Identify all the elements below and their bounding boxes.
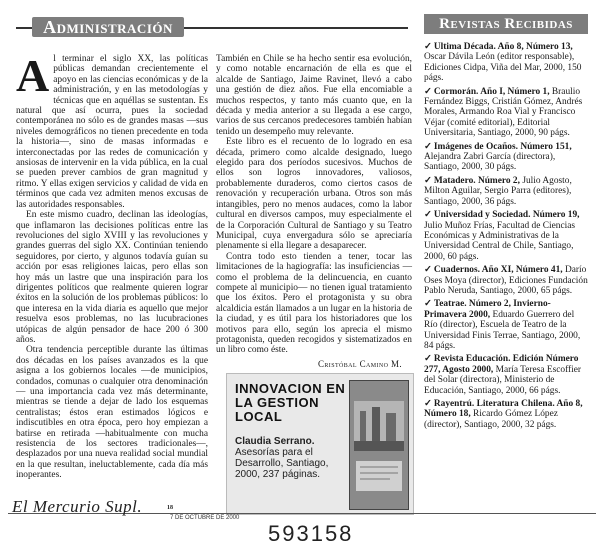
newspaper-handwritten-label: El Mercurio Supl.	[12, 497, 143, 516]
check-icon: ✓	[424, 86, 432, 97]
review-details: Ricardo Gómez López (director), Santiago, 2000, 32 págs.	[424, 409, 558, 430]
check-icon: ✓	[424, 42, 432, 52]
review-entry	[424, 42, 590, 84]
review-entry	[424, 299, 590, 351]
check-icon: ✓	[424, 354, 432, 365]
book-info	[235, 436, 343, 480]
review-title: Matadero. Número 2,	[433, 175, 520, 186]
reviews-list	[424, 42, 590, 433]
book-title: INNOVACION EN LA GESTION LOCAL	[235, 381, 346, 424]
book-author: Claudia Serrano.	[235, 436, 315, 447]
review-details: Braulio Fernández Biggs, Cristián Gómez, Andrés Morales, Armando Roa Vial y Francisco Véjar (comité editorial), Editorial Universitaria, Santiago, 2000, 90 págs.	[424, 86, 583, 139]
review-entry	[424, 87, 590, 139]
page-number: 18	[167, 505, 173, 511]
review-title: Rayentrú. Literatura Chilena. Año 8, Número 18,	[424, 399, 583, 420]
review-entry	[424, 210, 590, 262]
review-title: Imágenes de Ocaños. Número 151,	[433, 141, 572, 152]
book-cover-image	[349, 380, 409, 510]
review-title: Cuadernos. Año XI, Número 41,	[433, 265, 563, 276]
review-entry	[424, 142, 590, 173]
banner-rule-left	[16, 27, 32, 29]
article-paragraph: También en Chile se ha hecho sentir esa evolución, y como notable encarnación de ella es que el alcalde de Santiago, Jaime Ravinet, llevó a cabo una gestión de diez años. Fue ella encomiable a muchos respectos, y tanto más cuanto que, en la década y media anterior a su llegada a ese cargo, varios de sus cercanos predecesores también habían tenido un desempeño muy relevante.	[216, 54, 412, 137]
review-entry	[424, 176, 590, 207]
book-advertisement	[226, 373, 414, 515]
article-paragraph: Contra todo esto tienden a tener, tocar las limitaciones de la hagiografía: las insuficiencias —como el problema de la delincuencia, en cuanto compete al municipio— no tienen igual tratamiento que los éxitos. Pero el protagonista y su obra alcaldicia están llamados a un lugar en la historia de la ciudad, y es útil para los historiadores que los motivos para ello, según los aprecia el mismo protagonista, queden recogidos y sistematizados en un libro como éste.	[216, 251, 412, 356]
section-title-right: Revistas Recibidas	[439, 15, 573, 32]
check-icon: ✓	[424, 141, 432, 152]
review-title: Cormorán. Año I, Número 1,	[433, 86, 550, 97]
article-paragraph: Otra tendencia perceptible durante las últimas dos décadas en los países avanzados es la que asigna a los gobiernos locales —de municipios, condados, comunas o cualquier otra denominación— una importancia cada vez más determinante, mientras se tiende a dejar de lado los esquemas centralistas; éstos eran estimados lógicos e indiscutibles en otra época, pero hoy empiezan a batirse en retirada —habitualmente con mucha resistencia de los sectores tradicionales—, desplazados por una nueva realidad social mundial en la que resultan, ineluctablemente, cada día más inoperantes.	[16, 345, 208, 481]
review-details: Eduardo Guerrero del Río (director), Escuela de Teatro de la Universidad Finis Terrae, Santiago, 2000, 84 págs.	[424, 309, 581, 351]
review-title: Universidad y Sociedad. Número 19,	[433, 210, 580, 221]
check-icon: ✓	[424, 299, 432, 310]
review-details: Oscar Dávila León (editor responsable), Ediciones Cidpa, Viña del Mar, 2000, 150 págs.	[424, 52, 582, 84]
check-icon: ✓	[424, 210, 432, 221]
review-details: Julio Muñoz Frías, Facultad de Ciencias Económicas y Administrativas de la Universidad Central de Chile, Santiago, 2000, 60 págs.	[424, 220, 576, 262]
city-photo-icon	[350, 381, 408, 509]
article-paragraph: En este mismo cuadro, declinan las ideologías, que inflamaron las decisiones políticas entre las revoluciones del siglo XVIII y las revoluciones y grandes guerras del siglo XX. Continúan teniendo seguidores, por cierto, y algunos todavía guían su acción por esas religiones laicas, pero ellas son hoy más un lastre que una inspiración para los dirigentes políticos que realmente quieren lograr éxitos en la solución de los problemas públicos: lo que interesa en la vida diaria es aquello que mejor resuelva esos problemas, no las lucubraciones utópicas de algún pensador de hace 200 ó 300 años.	[16, 210, 208, 345]
section-banner-administracion	[32, 17, 184, 37]
banner-rule-left-2	[184, 27, 408, 29]
review-details: Julio Agosto, Milton Aguilar, Sergio Parra (editores), Santiago, 2000, 36 págs.	[424, 175, 572, 207]
check-icon: ✓	[424, 175, 432, 186]
review-entry	[424, 354, 590, 396]
review-entry	[424, 399, 590, 430]
publication-date: 7 DE OCTUBRE DE 2000	[170, 515, 240, 521]
check-icon: ✓	[424, 399, 432, 409]
review-title: Revista Educación. Edición Número 277, Agosto 2000,	[424, 354, 579, 375]
article-signature: Cristóbal Camino M.	[318, 359, 403, 369]
article-column-2	[216, 54, 412, 356]
review-details: María Teresa Escoffier del Solar (directora), Ministerio de Educación, Santiago, 2000, 66 págs.	[424, 364, 582, 396]
article-paragraph: Este libro es el recuento de lo logrado en esa década, primero como alcalde designado, luego elegido para dos períodos sucesivos. Muchos de ellos son logros innovadores, valiosos, probablemente duraderos, como ciertos casos de renovación y recuperación urbana. Otros son más intangibles, pero no menos audaces, como la labor cultural en diversos campos, muy especialmente el de la Corporación Cultural de Santiago y su Teatro Municipal, cuya envergadura sólo se apreciaría plenamente si ella llegare a desaparecer.	[216, 137, 412, 252]
section-title: Administración	[43, 16, 173, 37]
review-details: Darío Oses Moya (director), Ediciones Fundación Pablo Neruda, Santiago, 2000, 65 págs.	[424, 265, 588, 296]
article-column-1	[16, 50, 208, 481]
section-banner-revistas	[424, 14, 588, 34]
review-entry	[424, 265, 590, 296]
check-icon: ✓	[424, 265, 432, 276]
archive-stamp: 593158	[268, 521, 354, 546]
review-title: Teatrae. Número 2, Invierno-Primavera 2000,	[424, 299, 551, 320]
article-paragraph	[16, 50, 208, 210]
review-title: Ultima Década. Año 8, Número 13,	[433, 42, 573, 52]
review-details: Alejandra Zabri García (directora), Santiago, 2000, 30 págs.	[424, 152, 556, 173]
book-details: Asesorías para el Desarrollo, Santiago, 2000, 237 páginas.	[235, 447, 329, 480]
drop-cap: A	[16, 50, 50, 101]
paragraph-text: l terminar el siglo XX, las políticas públicas demandan crecientemente el apoyo en las ciencias económicas y de la administración, y en las metodologías y técnicas que en aquéllas se sustentan. Es natural que así ocurra, pues la sociedad contemporánea no sólo es de grandes masas —sus niveles demográficos no tienen precedente en toda la historia—, sino de masas informadas e interconectadas por las redes de comunicación y ansiosas de intervenir en la vida pública, en la cual se pueden prever cambios de gran magnitud y ritmo. Y ellas exigen servicios y calidad de vida en términos que cada vez admiten menos excusas de las autoridades responsables.	[16, 54, 208, 210]
